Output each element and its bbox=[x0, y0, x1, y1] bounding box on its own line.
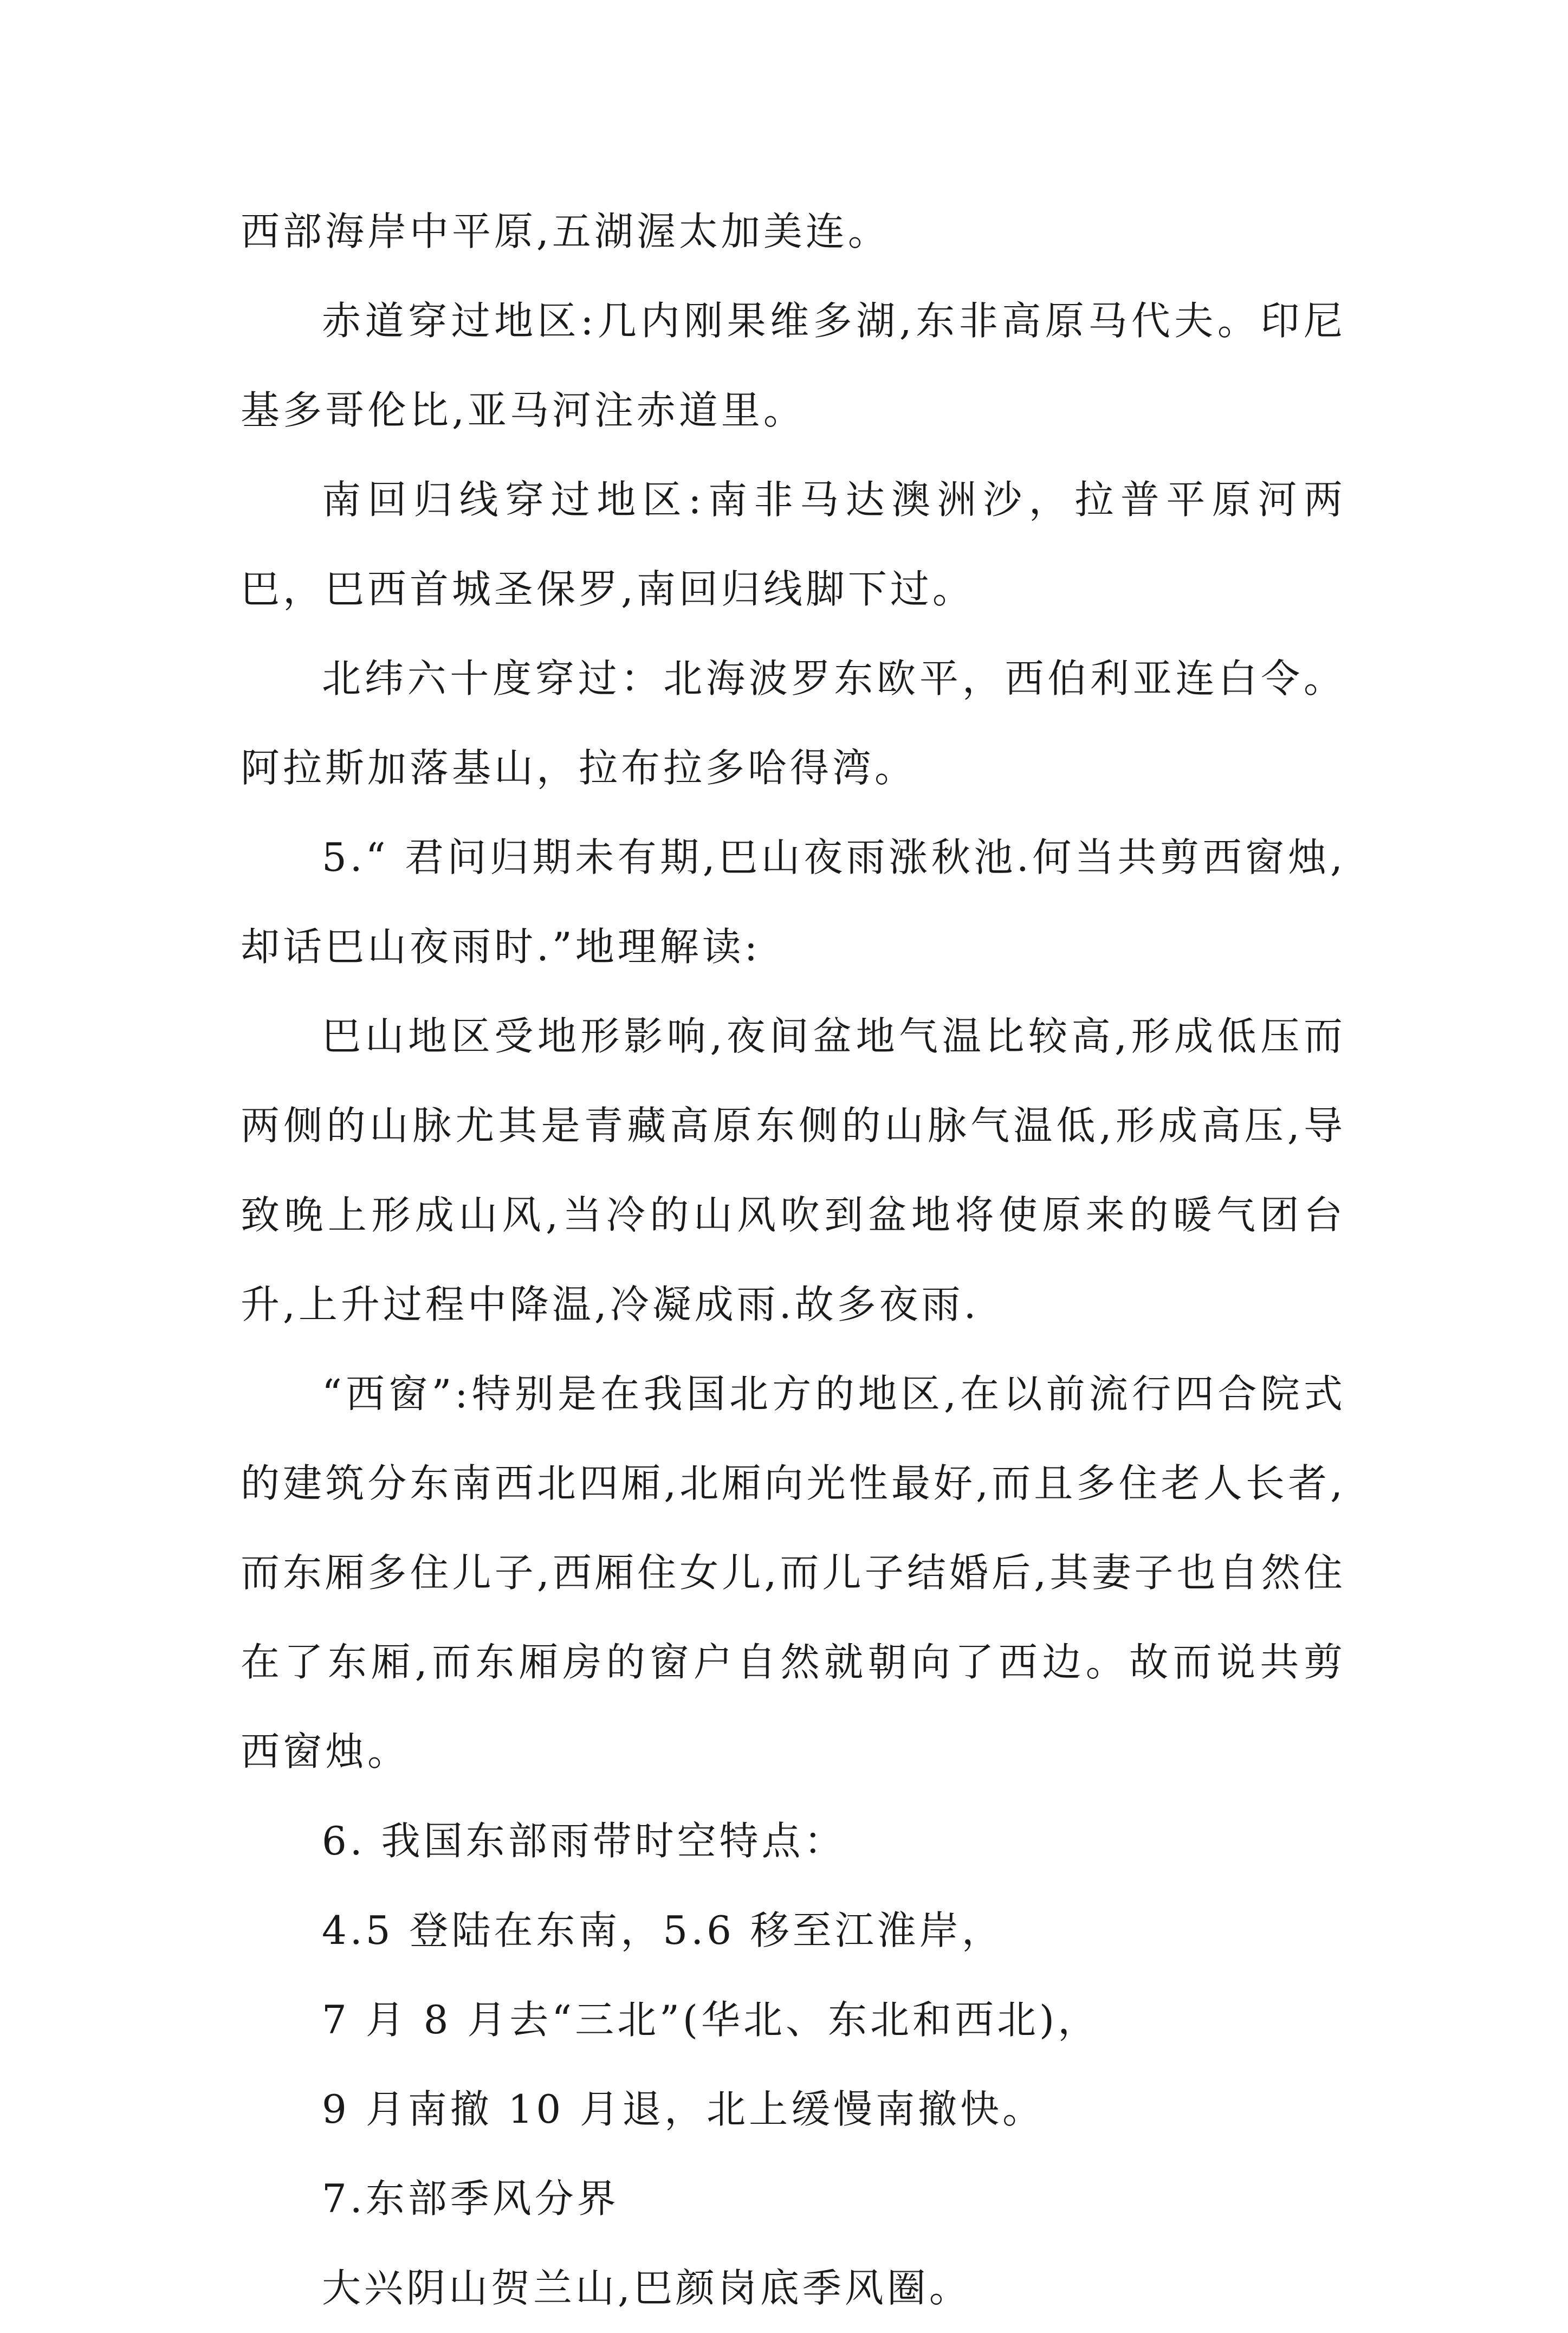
paragraph-west-coast: 西部海岸中平原,五湖渥太加美连。 bbox=[241, 209, 890, 254]
paragraph-tropic-capricorn: 南回归线穿过地区:南非马达澳洲沙，拉普平原河两巴，巴西首城圣保罗,南回归线脚下过。 bbox=[241, 477, 1346, 612]
paragraph-monsoon-heading: 7.东部季风分界 bbox=[322, 2176, 619, 2221]
paragraph-west-window: “西窗”:特别是在我国北方的地区,在以前流行四合院式的建筑分东南西北四厢,北厢向光性最好,而且多住老人长者,而东厢多住儿子,西厢住女儿,而儿子结婚后,其妻子也自然住在了东厢,而东厢房的窗户自然就朝向了西边。故而说共剪西窗烛。 bbox=[241, 1371, 1346, 1774]
paragraph-monsoon-line: 大兴阴山贺兰山,巴颜岗底季风圈。 bbox=[322, 2265, 971, 2311]
paragraph-rainbelt-line-3: 9 月南撤 10 月退，北上缓慢南撤快。 bbox=[322, 2086, 1045, 2132]
document-body bbox=[241, 187, 1346, 2333]
paragraph-rainbelt-heading: 6. 我国东部雨带时空特点： bbox=[322, 1818, 846, 1864]
paragraph-equator: 赤道穿过地区:几内刚果维多湖,东非高原马代夫。印尼基多哥伦比,亚马河注赤道里。 bbox=[241, 298, 1346, 433]
paragraph-rainbelt-line-1: 4.5 登陆在东南，5.6 移至江淮岸， bbox=[322, 1908, 1004, 1953]
paragraph-60n: 北纬六十度穿过：北海波罗东欧平，西伯利亚连白令。阿拉斯加落基山，拉布拉多哈得湾。 bbox=[241, 656, 1346, 791]
paragraph-poem: 5.“ 君问归期未有期,巴山夜雨涨秋池.何当共剪西窗烛,却话巴山夜雨时.”地理解读: bbox=[241, 835, 1346, 970]
paragraph-rainbelt-line-2: 7 月 8 月去“三北”(华北、东北和西北)， bbox=[322, 1997, 1100, 2043]
paragraph-bashan-rain: 巴山地区受地形影响,夜间盆地气温比较高,形成低压而两侧的山脉尤其是青藏高原东侧的山脉气温低,形成高压,导致晚上形成山风,当冷的山风吹到盆地将使原来的暖气团台升,上升过程中降温,冷凝成雨.故多夜雨. bbox=[241, 1013, 1346, 1327]
